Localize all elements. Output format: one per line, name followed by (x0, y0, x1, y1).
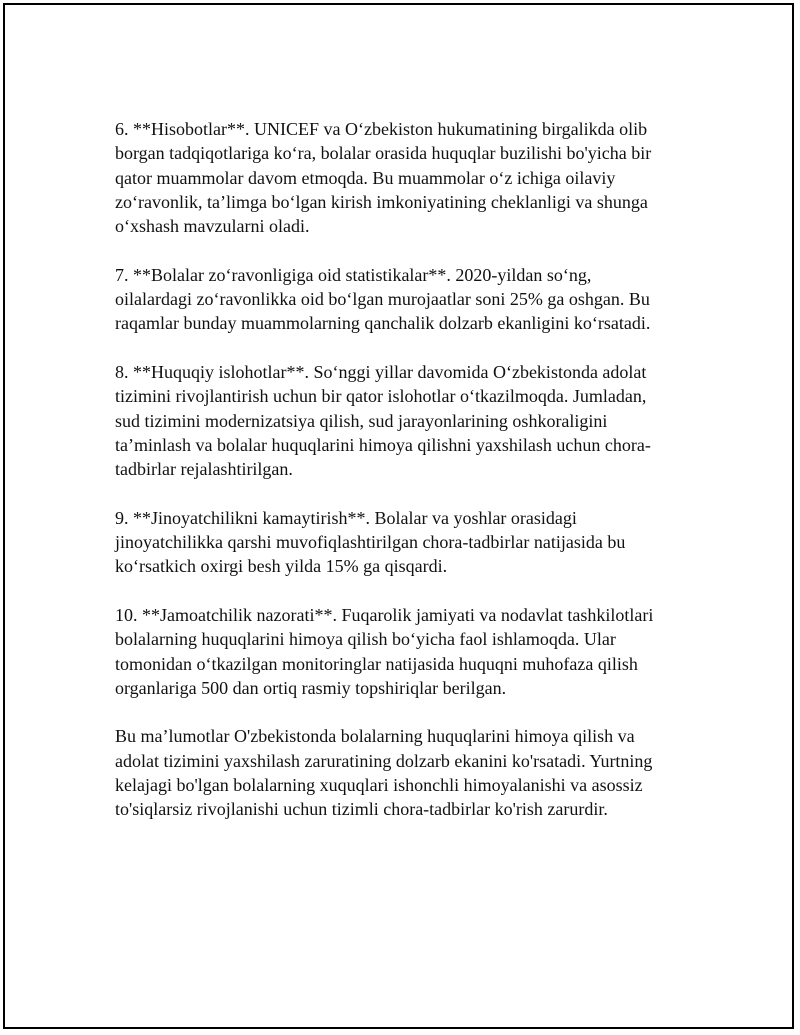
paragraph-conclusion (115, 724, 675, 821)
paragraph-hisobotlar (115, 117, 675, 238)
text-line: bolalarning huquqlarini himoya qilish bo‘yicha faol ishlamoqda. Ular (115, 629, 616, 650)
text-line: oilalardagi zo‘ravonlikka oid bo‘lgan murojaatlar soni 25% ga oshgan. Bu (115, 289, 650, 310)
text-line: 10. **Jamoatchilik nazorati**. Fuqarolik jamiyati va nodavlat tashkilotlari (115, 604, 654, 625)
paragraph-zoravonlik-statistika (115, 263, 675, 336)
text-line: tizimini rivojlantirish uchun bir qator islohotlar o‘tkazilmoqda. Jumladan, (115, 386, 647, 407)
paragraph-jamoatchilik-nazorati (115, 603, 675, 700)
paragraph-jinoyatchilik (115, 506, 675, 579)
text-line: qator muammolar davom etmoqda. Bu muammolar o‘z ichiga oilaviy (115, 167, 616, 188)
text-line: Bu ma’lumotlar O'zbekistonda bolalarning huquqlarini himoya qilish va (115, 726, 635, 747)
text-line: kelajagi bo'lgan bolalarning xuquqlari ishonchli himoyalanishi va asossiz (115, 775, 643, 796)
text-line: o‘xshash mavzularni oladi. (115, 216, 310, 237)
text-line: organlariga 500 dan ortiq rasmiy topshiriqlar berilgan. (115, 677, 507, 698)
text-line: borgan tadqiqotlariga ko‘ra, bolalar orasida huquqlar buzilishi bo'yicha bir (115, 143, 652, 164)
text-line: 9. **Jinoyatchilikni kamaytirish**. Bolalar va yoshlar orasidagi (115, 507, 577, 528)
document-body (115, 117, 675, 846)
text-line: 7. **Bolalar zo‘ravonligiga oid statistikalar**. 2020-yildan so‘ng, (115, 264, 592, 285)
text-line: adolat tizimini yaxshilash zaruratining dolzarb ekanini ko'rsatadi. Yurtning (115, 750, 653, 771)
text-line: ko‘rsatkich oxirgi besh yilda 15% ga qisqardi. (115, 556, 448, 577)
text-line: 6. **Hisobotlar**. UNICEF va O‘zbekiston hukumatining birgalikda olib (115, 119, 648, 139)
text-line: zo‘ravonlik, ta’limga bo‘lgan kirish imkoniyatining cheklanligi va shunga (115, 191, 648, 212)
text-line: tomonidan o‘tkazilgan monitoringlar natijasida huquqni muhofaza qilish (115, 653, 638, 674)
text-line: tadbirlar rejalashtirilgan. (115, 459, 293, 480)
text-line: ta’minlash va bolalar huquqlarini himoya qilishni yaxshilash uchun chora- (115, 434, 651, 455)
text-line: raqamlar bunday muammolarning qanchalik dolzarb ekanligini ko‘rsatadi. (115, 313, 651, 334)
text-line: jinoyatchilikka qarshi muvofiqlashtirilgan chora-tadbirlar natijasida bu (115, 532, 626, 553)
text-line: to'siqlarsiz rivojlanishi uchun tizimli chora-tadbirlar ko'rish zarurdir. (115, 799, 608, 820)
paragraph-huquqiy-islohotlar (115, 360, 675, 481)
text-line: 8. **Huquqiy islohotlar**. So‘nggi yillar davomida O‘zbekistonda adolat (115, 361, 647, 382)
text-line: sud tizimini modernizatsiya qilish, sud jarayonlarining oshkoraligini (115, 410, 608, 431)
